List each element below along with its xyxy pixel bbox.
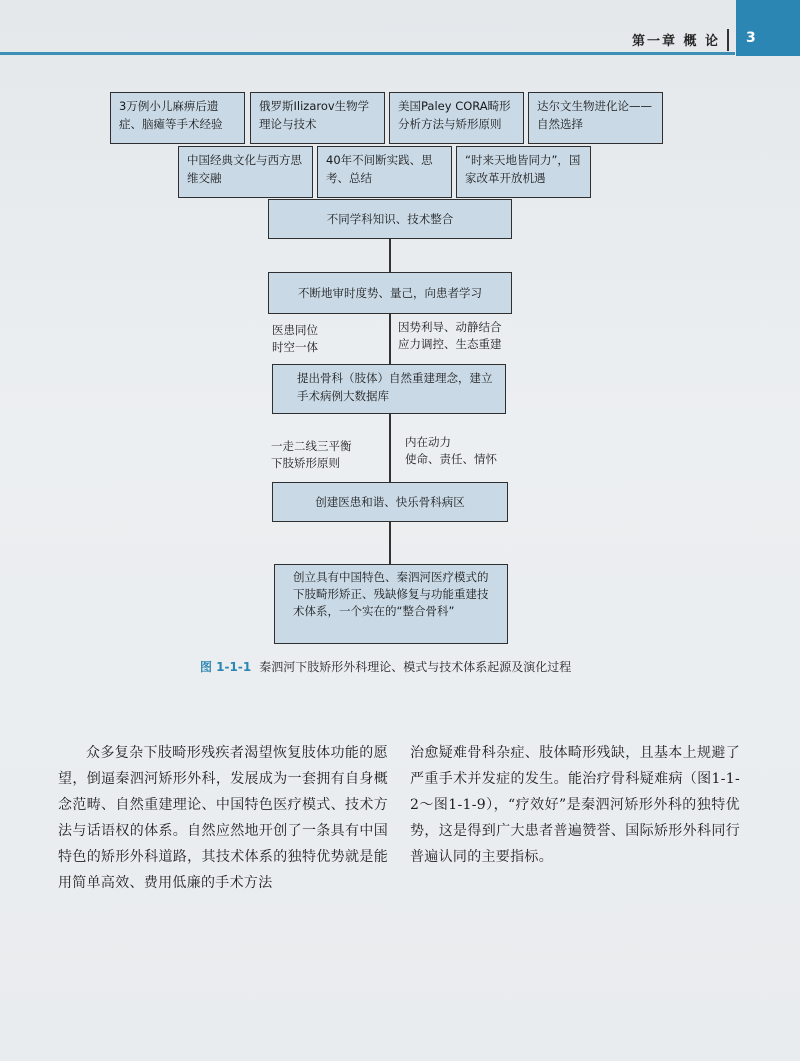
flow-box-darwin: 达尔文生物进化论——自然选择 <box>528 92 663 144</box>
connector-line <box>389 522 391 564</box>
flow-box-integration: 不同学科知识、技术整合 <box>268 199 512 239</box>
flow-box-final-system: 创立具有中国特色、秦泗河医疗模式的下肢畸形矫正、残缺修复与功能重建技术体系，一个实在的“整合骨科” <box>274 564 508 644</box>
side-label-methods: 因势利导、动静结合 应力调控、生态重建 <box>398 320 502 351</box>
connector-line <box>389 239 391 272</box>
flow-box-learning: 不断地审时度势、量己，向患者学习 <box>268 272 512 314</box>
flow-box-concept: 提出骨科（肢体）自然重建理念，建立手术病例大数据库 <box>272 364 506 414</box>
flow-box-ilizarov: 俄罗斯Ilizarov生物学理论与技术 <box>250 92 385 144</box>
side-label-motivation: 内在动力 使命、责任、情怀 <box>405 435 497 466</box>
flow-box-practice: 40年不间断实践、思考、总结 <box>317 146 452 198</box>
flow-box-paley-cora: 美国Paley CORA畸形分析方法与矫形原则 <box>389 92 524 144</box>
page-number: 3 <box>746 30 756 46</box>
connector-line <box>389 414 391 482</box>
side-label-principles: 一走二线三平衡 下肢矫形原则 <box>271 439 352 470</box>
side-label-doctor-patient: 医患同位 时空一体 <box>272 323 318 354</box>
figure-caption-text: 秦泗河下肢矫形外科理论、模式与技术体系起源及演化过程 <box>259 660 572 674</box>
flow-box-culture: 中国经典文化与西方思维交融 <box>178 146 313 198</box>
chapter-title: 第一章 概 论 <box>632 34 721 49</box>
flow-box-ward: 创建医患和谐、快乐骨科病区 <box>272 482 508 522</box>
figure-number: 图 1-1-1 <box>200 660 252 674</box>
flow-box-reform: “时来天地皆同力”，国家改革开放机遇 <box>456 146 591 198</box>
flow-box-polio-experience: 3万例小儿麻痹后遗症、脑瘫等手术经验 <box>110 92 245 144</box>
body-text-left-column: 众多复杂下肢畸形残疾者渴望恢复肢体功能的愿望，倒逼秦泗河矫形外科，发展成为一套拥有自身概念范畴、自然重建理论、中国特色医疗模式、技术方法与话语权的体系。自然应然地开创了一条具有中国特色的矫形外科道路，其技术体系的独特优势就是能用简单高效、费用低廉的手术方法 <box>58 745 388 891</box>
figure-caption <box>200 658 571 675</box>
body-text-right-column: 治愈疑难骨科杂症、肢体畸形残缺，且基本上规避了严重手术并发症的发生。能治疗骨科疑难病（图1-1-2～图1-1-9），“疗效好”是秦泗河矫形外科的独特优势，这是得到广大患者普遍赞誉、国际矫形外科同行普遍认同的主要指标。 <box>410 745 740 865</box>
connector-line <box>389 314 391 364</box>
